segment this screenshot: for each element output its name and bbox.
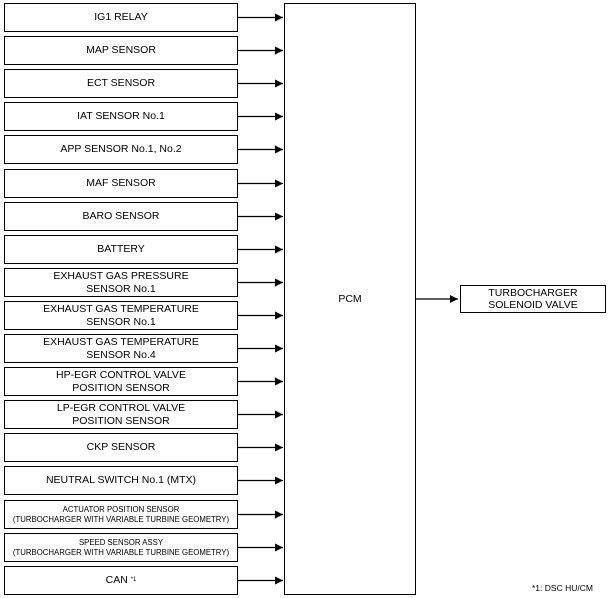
- input-label: IG1 RELAY: [94, 11, 148, 24]
- pcm-block: [284, 3, 416, 595]
- input-label: IAT SENSOR No.1: [77, 110, 165, 123]
- footnote-marker: *1: [130, 577, 137, 584]
- input-block: [4, 400, 238, 429]
- input-label: NEUTRAL SWITCH No.1 (MTX): [45, 474, 197, 487]
- input-block: [4, 202, 238, 231]
- input-block: [4, 433, 238, 462]
- input-label: MAP SENSOR: [86, 44, 156, 57]
- input-block: [4, 301, 238, 330]
- input-label: BARO SENSOR: [82, 210, 160, 223]
- input-label: ECT SENSOR: [86, 77, 156, 90]
- input-label: APP SENSOR No.1, No.2: [60, 143, 182, 156]
- input-block: [4, 466, 238, 495]
- input-block: [4, 3, 238, 32]
- footnote: *1: DSC HU/CM: [532, 583, 593, 593]
- input-block: [4, 500, 238, 529]
- input-block: [4, 69, 238, 98]
- input-label: HP-EGR CONTROL VALVE POSITION SENSOR: [56, 369, 186, 394]
- input-label: CKP SENSOR: [86, 441, 156, 454]
- input-label: EXHAUST GAS PRESSURE SENSOR No.1: [53, 270, 189, 295]
- turbocharger-solenoid-valve-block: [460, 285, 606, 313]
- input-block: [4, 367, 238, 396]
- input-label: MAF SENSOR: [86, 177, 156, 190]
- input-block: [4, 566, 238, 595]
- input-block: [4, 235, 238, 264]
- input-block: [4, 135, 238, 164]
- input-block: [4, 102, 238, 131]
- input-block: [4, 268, 238, 297]
- input-label: BATTERY: [97, 243, 145, 256]
- input-label: EXHAUST GAS TEMPERATURE SENSOR No.4: [43, 336, 199, 361]
- input-label: ACTUATOR POSITION SENSOR (TURBOCHARGER WITH VARIABLE TURBINE GEOMETRY): [12, 505, 230, 524]
- input-block: [4, 169, 238, 198]
- pcm-label: PCM: [338, 292, 362, 305]
- input-block: [4, 334, 238, 363]
- input-block: [4, 533, 238, 562]
- input-label: SPEED SENSOR ASSY (TURBOCHARGER WITH VARIABLE TURBINE GEOMETRY): [12, 538, 230, 557]
- input-label: LP-EGR CONTROL VALVE POSITION SENSOR: [56, 402, 186, 427]
- input-label: CAN: [105, 574, 128, 587]
- output-label: TURBOCHARGER SOLENOID VALVE: [488, 286, 578, 311]
- input-label: EXHAUST GAS TEMPERATURE SENSOR No.1: [43, 303, 199, 328]
- input-block: [4, 36, 238, 65]
